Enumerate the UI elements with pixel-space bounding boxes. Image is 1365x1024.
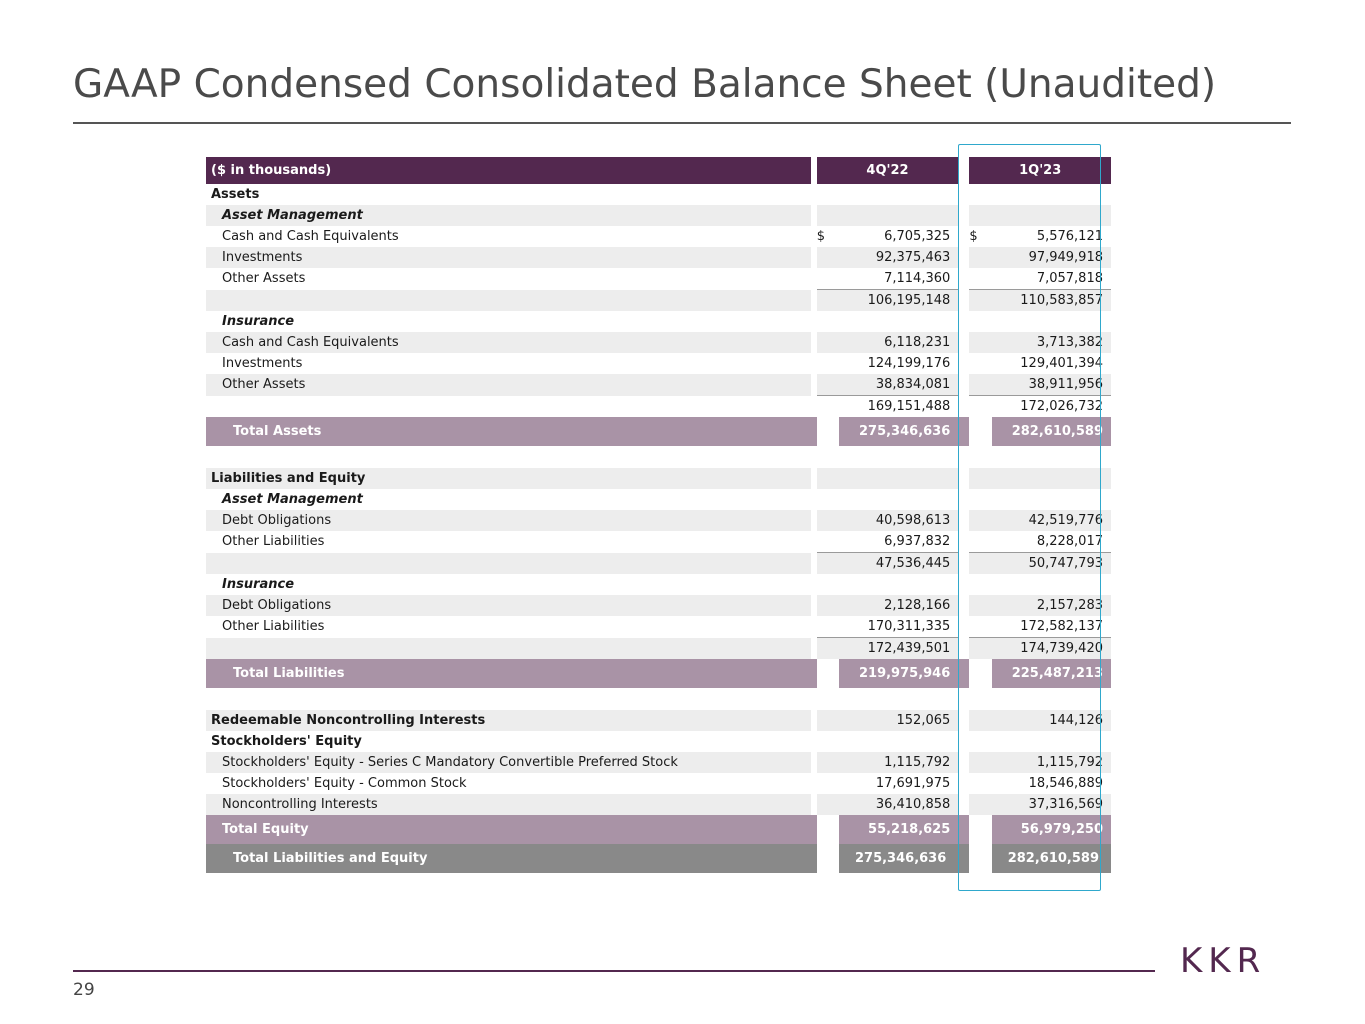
value-1q23: 37,316,569 (992, 794, 1111, 815)
column-gap (958, 510, 969, 531)
value-4q22: 152,065 (839, 710, 958, 731)
header-gap (958, 157, 969, 184)
value-4q22: 7,114,360 (884, 271, 951, 286)
row-label: Cash and Cash Equivalents (222, 229, 399, 244)
currency-symbol (817, 311, 839, 332)
value-4q22: 172,439,501 (839, 638, 958, 660)
column-gap (958, 247, 969, 268)
title-divider (73, 122, 1291, 124)
currency-symbol (817, 510, 839, 531)
row-label: Insurance (222, 577, 295, 592)
value-4q22: 219,975,946 (839, 659, 958, 688)
row-investments (206, 353, 1111, 374)
subtotal-row (206, 638, 1111, 660)
value-1q23: 3,713,382 (992, 332, 1111, 353)
row-label (206, 290, 811, 312)
currency-symbol (817, 553, 839, 575)
column-gap (958, 553, 969, 575)
column-gap (958, 205, 969, 226)
currency-symbol (969, 710, 991, 731)
row-cash-and-cash-equivalents (206, 226, 1111, 247)
currency-symbol: $ (969, 851, 979, 866)
value-4q22: 47,536,445 (839, 553, 958, 575)
value-1q23: 225,487,213 (992, 659, 1111, 688)
currency-symbol (817, 794, 839, 815)
currency-symbol (969, 290, 991, 312)
currency-symbol (969, 489, 991, 510)
currency-symbol (969, 616, 991, 638)
row-noncontrolling-interests (206, 794, 1111, 815)
currency-symbol: $ (816, 851, 826, 866)
value-4q22: 6,118,231 (839, 332, 958, 353)
value-1q23 (992, 205, 1111, 226)
value-4q22: 124,199,176 (867, 356, 951, 371)
row-label: Total Liabilities and Equity (206, 844, 811, 873)
value-1q23: 2,157,283 (992, 595, 1111, 616)
column-gap (958, 616, 969, 638)
currency-symbol: $ (969, 229, 978, 244)
currency-symbol (969, 595, 991, 616)
row-assets (206, 184, 1111, 205)
spacer-row (206, 688, 1111, 710)
value-4q22: 55,218,625 (839, 815, 958, 844)
row-label: Investments (206, 247, 811, 268)
row-label: Cash and Cash Equivalents (206, 332, 811, 353)
currency-symbol: $ (969, 424, 979, 439)
row-investments (206, 247, 1111, 268)
currency-symbol (969, 531, 991, 553)
currency-symbol (969, 184, 991, 205)
value-4q22: 6,705,325 (884, 229, 951, 244)
currency-symbol (817, 638, 839, 660)
column-gap (958, 844, 969, 873)
subtotal-row (206, 290, 1111, 312)
currency-symbol: $ (816, 424, 826, 439)
currency-symbol (817, 247, 839, 268)
currency-symbol (817, 468, 839, 489)
row-label: Total Liabilities (206, 659, 811, 688)
row-label: Total Equity (206, 815, 811, 844)
row-stockholders-equity (206, 731, 1111, 752)
row-total-liabilities-and-equity (206, 844, 1111, 873)
currency-symbol (817, 531, 839, 553)
column-gap (958, 773, 969, 794)
currency-symbol (969, 332, 991, 353)
currency-symbol (817, 752, 839, 773)
currency-symbol (817, 574, 839, 595)
value-4q22: 1,115,792 (839, 752, 958, 773)
column-gap (958, 184, 969, 205)
balance-sheet-body (206, 157, 1111, 873)
value-4q22 (839, 731, 958, 752)
value-1q23: 7,057,818 (1036, 271, 1103, 286)
row-label (206, 553, 811, 575)
column-gap (958, 752, 969, 773)
currency-symbol (969, 510, 991, 531)
currency-symbol (817, 184, 839, 205)
currency-symbol (969, 553, 991, 575)
currency-symbol (817, 489, 839, 510)
currency-symbol (817, 731, 839, 752)
unit-label: ($ in thousands) (206, 157, 811, 184)
value-1q23: 56,979,250 (992, 815, 1111, 844)
row-label: Stockholders' Equity - Common Stock (222, 776, 467, 791)
currency-symbol (969, 374, 991, 396)
currency-symbol (817, 353, 839, 374)
currency-symbol (969, 268, 991, 290)
value-4q22: 169,151,488 (839, 396, 958, 418)
row-label: Total Assets (206, 417, 811, 446)
value-4q22 (839, 311, 958, 332)
column-gap (958, 595, 969, 616)
value-1q23 (992, 311, 1111, 332)
value-1q23: 8,228,017 (1036, 534, 1103, 549)
kkr-logo (1180, 941, 1292, 975)
column-gap (958, 659, 969, 688)
logo-text: KKR (1180, 941, 1267, 975)
currency-symbol: $ (969, 822, 979, 837)
currency-symbol (817, 374, 839, 396)
currency-symbol (969, 574, 991, 595)
value-4q22: 40,598,613 (839, 510, 958, 531)
column-gap (958, 468, 969, 489)
value-4q22: 170,311,335 (867, 619, 951, 634)
currency-symbol (817, 332, 839, 353)
currency-symbol (969, 468, 991, 489)
value-1q23: 97,949,918 (992, 247, 1111, 268)
row-stockholders-equity-common-stock (206, 773, 1111, 794)
value-4q22 (839, 574, 958, 595)
col-header-4q22: 4Q'22 (817, 157, 959, 184)
row-label: Noncontrolling Interests (206, 794, 811, 815)
column-gap (958, 710, 969, 731)
column-gap (958, 226, 969, 247)
row-label: Liabilities and Equity (206, 468, 811, 489)
row-other-liabilities (206, 531, 1111, 553)
column-gap (958, 815, 969, 844)
column-gap (958, 268, 969, 290)
currency-symbol (969, 205, 991, 226)
column-gap (958, 290, 969, 312)
value-1q23: 5,576,121 (1036, 229, 1103, 244)
value-1q23: 129,401,394 (1020, 356, 1103, 371)
row-insurance (206, 311, 1111, 332)
row-insurance (206, 574, 1111, 595)
row-label: Other Assets (222, 271, 306, 287)
value-1q23: 172,582,137 (1020, 619, 1103, 634)
row-other-liabilities (206, 616, 1111, 638)
page-title: GAAP Condensed Consolidated Balance Sheet (Unaudited) (73, 62, 1217, 107)
row-liabilities-and-equity (206, 468, 1111, 489)
value-1q23: 110,583,857 (992, 290, 1111, 312)
row-label (206, 638, 811, 660)
row-asset-management (206, 489, 1111, 510)
row-label: Other Assets (206, 374, 811, 396)
currency-symbol (969, 773, 991, 794)
column-gap (958, 531, 969, 553)
footer-divider (73, 970, 1155, 972)
value-4q22 (839, 489, 958, 510)
row-label: Other Liabilities (222, 619, 325, 635)
column-gap (958, 374, 969, 396)
currency-symbol: $ (969, 666, 979, 681)
table-header-row (206, 157, 1111, 184)
spacer-cell (206, 446, 1111, 468)
value-4q22: 275,346,636 (839, 417, 958, 446)
value-1q23: 144,126 (992, 710, 1111, 731)
currency-symbol: $ (816, 229, 825, 244)
value-1q23 (992, 489, 1111, 510)
value-1q23: 1,115,792 (992, 752, 1111, 773)
row-label: Redeemable Noncontrolling Interests (206, 710, 811, 731)
currency-symbol (817, 595, 839, 616)
value-4q22 (839, 468, 958, 489)
row-stockholders-equity-series-c-mandatory-convertible-preferred-stock (206, 752, 1111, 773)
row-other-assets (206, 268, 1111, 290)
row-other-assets (206, 374, 1111, 396)
row-total-liabilities (206, 659, 1111, 688)
value-1q23: 174,739,420 (992, 638, 1111, 660)
currency-symbol (969, 396, 991, 418)
currency-symbol (969, 353, 991, 374)
currency-symbol (969, 311, 991, 332)
value-1q23 (992, 574, 1111, 595)
value-4q22: 275,346,636 (839, 844, 958, 873)
value-4q22: 17,691,975 (875, 776, 951, 791)
row-label (206, 396, 811, 418)
currency-symbol (969, 731, 991, 752)
value-4q22: 38,834,081 (839, 374, 958, 396)
row-debt-obligations (206, 510, 1111, 531)
column-gap (958, 489, 969, 510)
spacer-cell (206, 688, 1111, 710)
row-label: Stockholders' Equity (211, 734, 362, 749)
spacer-row (206, 446, 1111, 468)
value-1q23 (992, 184, 1111, 205)
subtotal-row (206, 396, 1111, 418)
value-1q23: 282,610,589 (992, 844, 1111, 873)
value-1q23: 38,911,956 (992, 374, 1111, 396)
page-number: 29 (73, 980, 95, 1000)
currency-symbol (969, 794, 991, 815)
currency-symbol: $ (816, 666, 826, 681)
row-total-equity (206, 815, 1111, 844)
value-4q22: 6,937,832 (884, 534, 951, 549)
row-label: Debt Obligations (206, 595, 811, 616)
value-4q22: 106,195,148 (839, 290, 958, 312)
value-4q22: 92,375,463 (839, 247, 958, 268)
column-gap (958, 332, 969, 353)
value-4q22: 2,128,166 (839, 595, 958, 616)
value-1q23: 50,747,793 (992, 553, 1111, 575)
value-1q23: 42,519,776 (992, 510, 1111, 531)
column-gap (958, 574, 969, 595)
column-gap (958, 731, 969, 752)
currency-symbol (817, 616, 839, 638)
row-label: Stockholders' Equity - Series C Mandatory Convertible Preferred Stock (206, 752, 811, 773)
value-1q23: 282,610,589 (992, 417, 1111, 446)
currency-symbol: $ (816, 822, 826, 837)
value-1q23 (992, 731, 1111, 752)
row-label: Debt Obligations (206, 510, 811, 531)
row-label: Investments (222, 356, 303, 371)
row-debt-obligations (206, 595, 1111, 616)
column-gap (958, 417, 969, 446)
value-4q22 (839, 184, 958, 205)
value-1q23: 18,546,889 (1028, 776, 1103, 791)
column-gap (958, 396, 969, 418)
row-label: Assets (211, 187, 260, 202)
balance-sheet-table (206, 157, 1111, 873)
col-header-1q23: 1Q'23 (969, 157, 1111, 184)
currency-symbol (817, 710, 839, 731)
column-gap (958, 638, 969, 660)
currency-symbol (817, 268, 839, 290)
currency-symbol (817, 773, 839, 794)
row-label: Asset Management (222, 492, 363, 507)
column-gap (958, 311, 969, 332)
currency-symbol (969, 752, 991, 773)
currency-symbol (969, 247, 991, 268)
currency-symbol (817, 290, 839, 312)
row-label: Asset Management (206, 205, 811, 226)
currency-symbol (817, 205, 839, 226)
row-redeemable-noncontrolling-interests (206, 710, 1111, 731)
row-label: Insurance (222, 314, 295, 329)
column-gap (958, 353, 969, 374)
column-gap (958, 794, 969, 815)
currency-symbol (817, 396, 839, 418)
value-1q23: 172,026,732 (992, 396, 1111, 418)
row-label: Other Liabilities (222, 534, 325, 550)
value-4q22 (839, 205, 958, 226)
value-4q22: 36,410,858 (839, 794, 958, 815)
subtotal-row (206, 553, 1111, 575)
row-cash-and-cash-equivalents (206, 332, 1111, 353)
currency-symbol (969, 638, 991, 660)
row-asset-management (206, 205, 1111, 226)
row-total-assets (206, 417, 1111, 446)
value-1q23 (992, 468, 1111, 489)
